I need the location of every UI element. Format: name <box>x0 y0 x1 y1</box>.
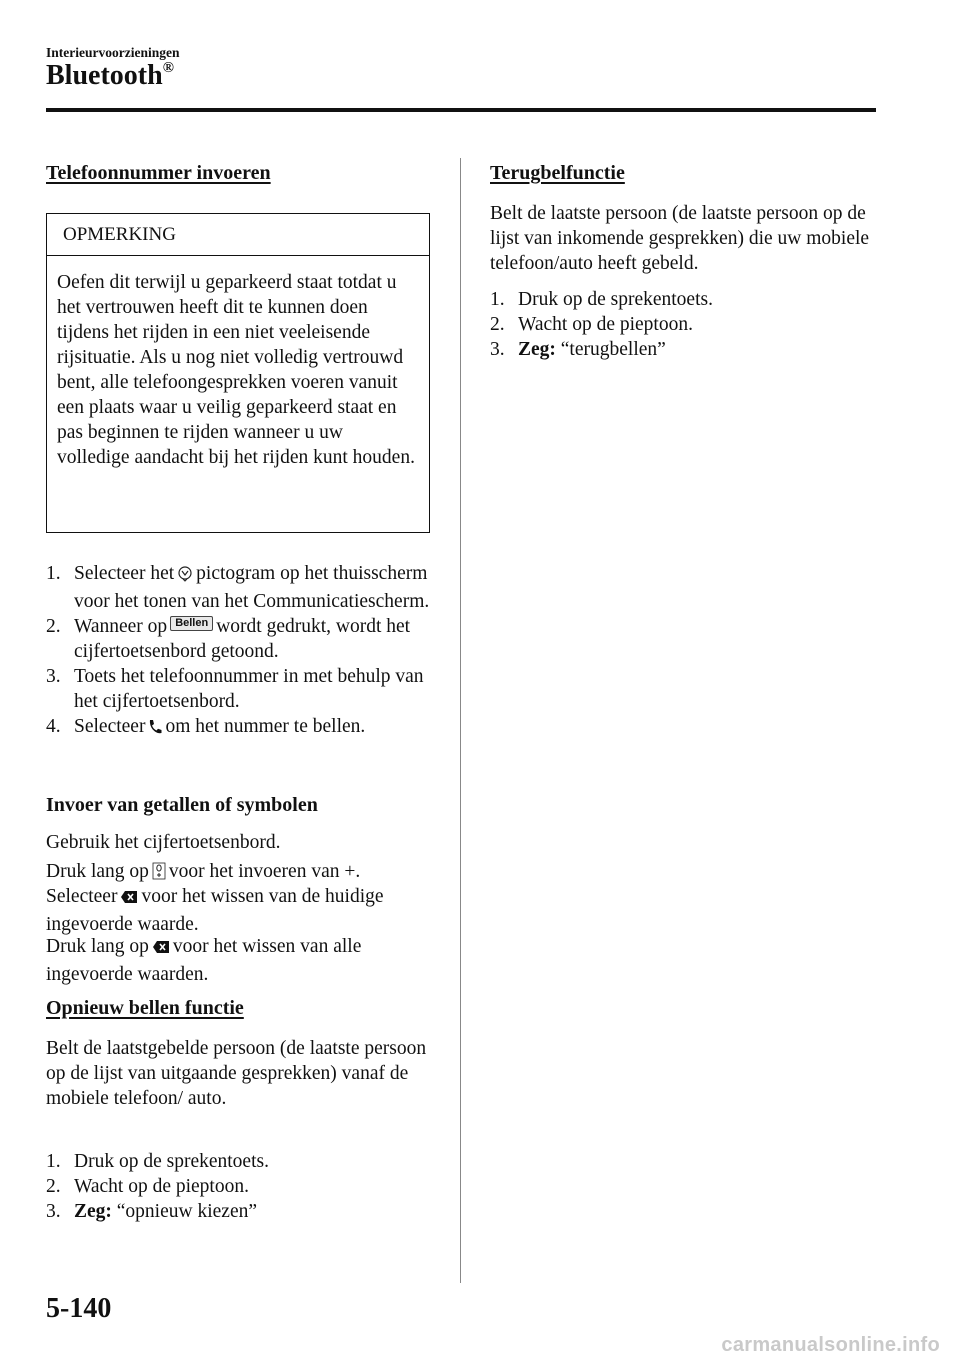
steps-phone-number <box>46 561 446 742</box>
bellen-button-icon: Bellen <box>170 616 213 631</box>
list-item: 2. Wacht op de pieptoon. <box>46 1176 249 1197</box>
list-item: 1. Druk op de sprekentoets. <box>490 289 713 310</box>
chapter-title-text: Bluetooth <box>46 60 163 91</box>
heading-redial: Opnieuw bellen functie <box>46 997 244 1019</box>
header-rule <box>46 108 876 112</box>
phone-call-icon <box>148 717 162 742</box>
section-label: Interieurvoorzieningen <box>46 45 180 60</box>
chapter-title <box>46 60 174 92</box>
column-divider <box>460 158 461 1283</box>
list-item: 3. Toets het telefoonnummer in met behulp van het cijfertoetsenbord. <box>46 666 424 712</box>
communication-icon <box>177 564 193 589</box>
list-item: 2. Wanneer op Bellen wordt gedrukt, wordt het cijfertoetsenbord getoond. <box>46 616 411 662</box>
page-number: 5-140 <box>46 1293 112 1324</box>
list-item: 3. Zeg: “opnieuw kiezen” <box>46 1201 258 1222</box>
registered-mark: ® <box>162 60 174 76</box>
note-text: Oefen dit terwijl u geparkeerd staat totdat u het vertrouwen heeft dit te kunnen doen tijdens het rijden in een niet veeleisende rijsituatie. Als u nog niet volledig vertrouwd bent, alle telefoongesprekken voeren vanuit een plaats waar u veilig geparkeerd staat en pas beginnen te rijden wanneer u uw volledige aandacht bij het rijden kunt houden. <box>57 272 415 468</box>
list-item: 4. Selecteer om het nummer te bellen. <box>46 714 446 742</box>
heading-number-symbol-input: Invoer van getallen of symbolen <box>46 794 318 816</box>
list-item: 2. Wacht op de pieptoon. <box>490 314 693 335</box>
keypad-paragraph: Gebruik het cijfertoetsenbord. <box>46 832 281 853</box>
list-item: 3. Zeg: “terugbellen” <box>490 339 666 360</box>
plus-paragraph: Druk lang op voor het invoeren van +. <box>46 859 446 887</box>
backspace-icon <box>152 937 170 962</box>
note-title: OPMERKING <box>47 214 429 256</box>
redial-paragraph: Belt de laatstgebelde persoon (de laatste persoon op de lijst van uitgaande gesprekken) vanaf de mobiele telefoon/ auto. <box>46 1038 427 1109</box>
list-item: 1. Selecteer het pictogram op het thuisscherm voor het tonen van het Communicatiescherm. <box>46 563 430 612</box>
heading-phone-number-input: Telefoonnummer invoeren <box>46 162 271 184</box>
steps-callback <box>490 287 890 362</box>
callback-paragraph: Belt de laatste persoon (de laatste persoon op de lijst van inkomende gesprekken) die uw mobiele telefoon/auto heeft gebeld. <box>490 203 870 274</box>
heading-callback: Terugbelfunctie <box>490 162 625 184</box>
watermark: carmanualsonline.info <box>721 1334 940 1356</box>
note-box <box>46 213 430 533</box>
delete-paragraph: Selecteer voor het wissen van de huidige ingevoerde waarde. <box>46 886 384 935</box>
list-item: 1. Druk op de sprekentoets. <box>46 1151 269 1172</box>
delete-all-paragraph: Druk lang op voor het wissen van alle ingevoerde waarden. <box>46 936 362 985</box>
backspace-icon <box>120 887 138 912</box>
steps-redial <box>46 1149 446 1224</box>
